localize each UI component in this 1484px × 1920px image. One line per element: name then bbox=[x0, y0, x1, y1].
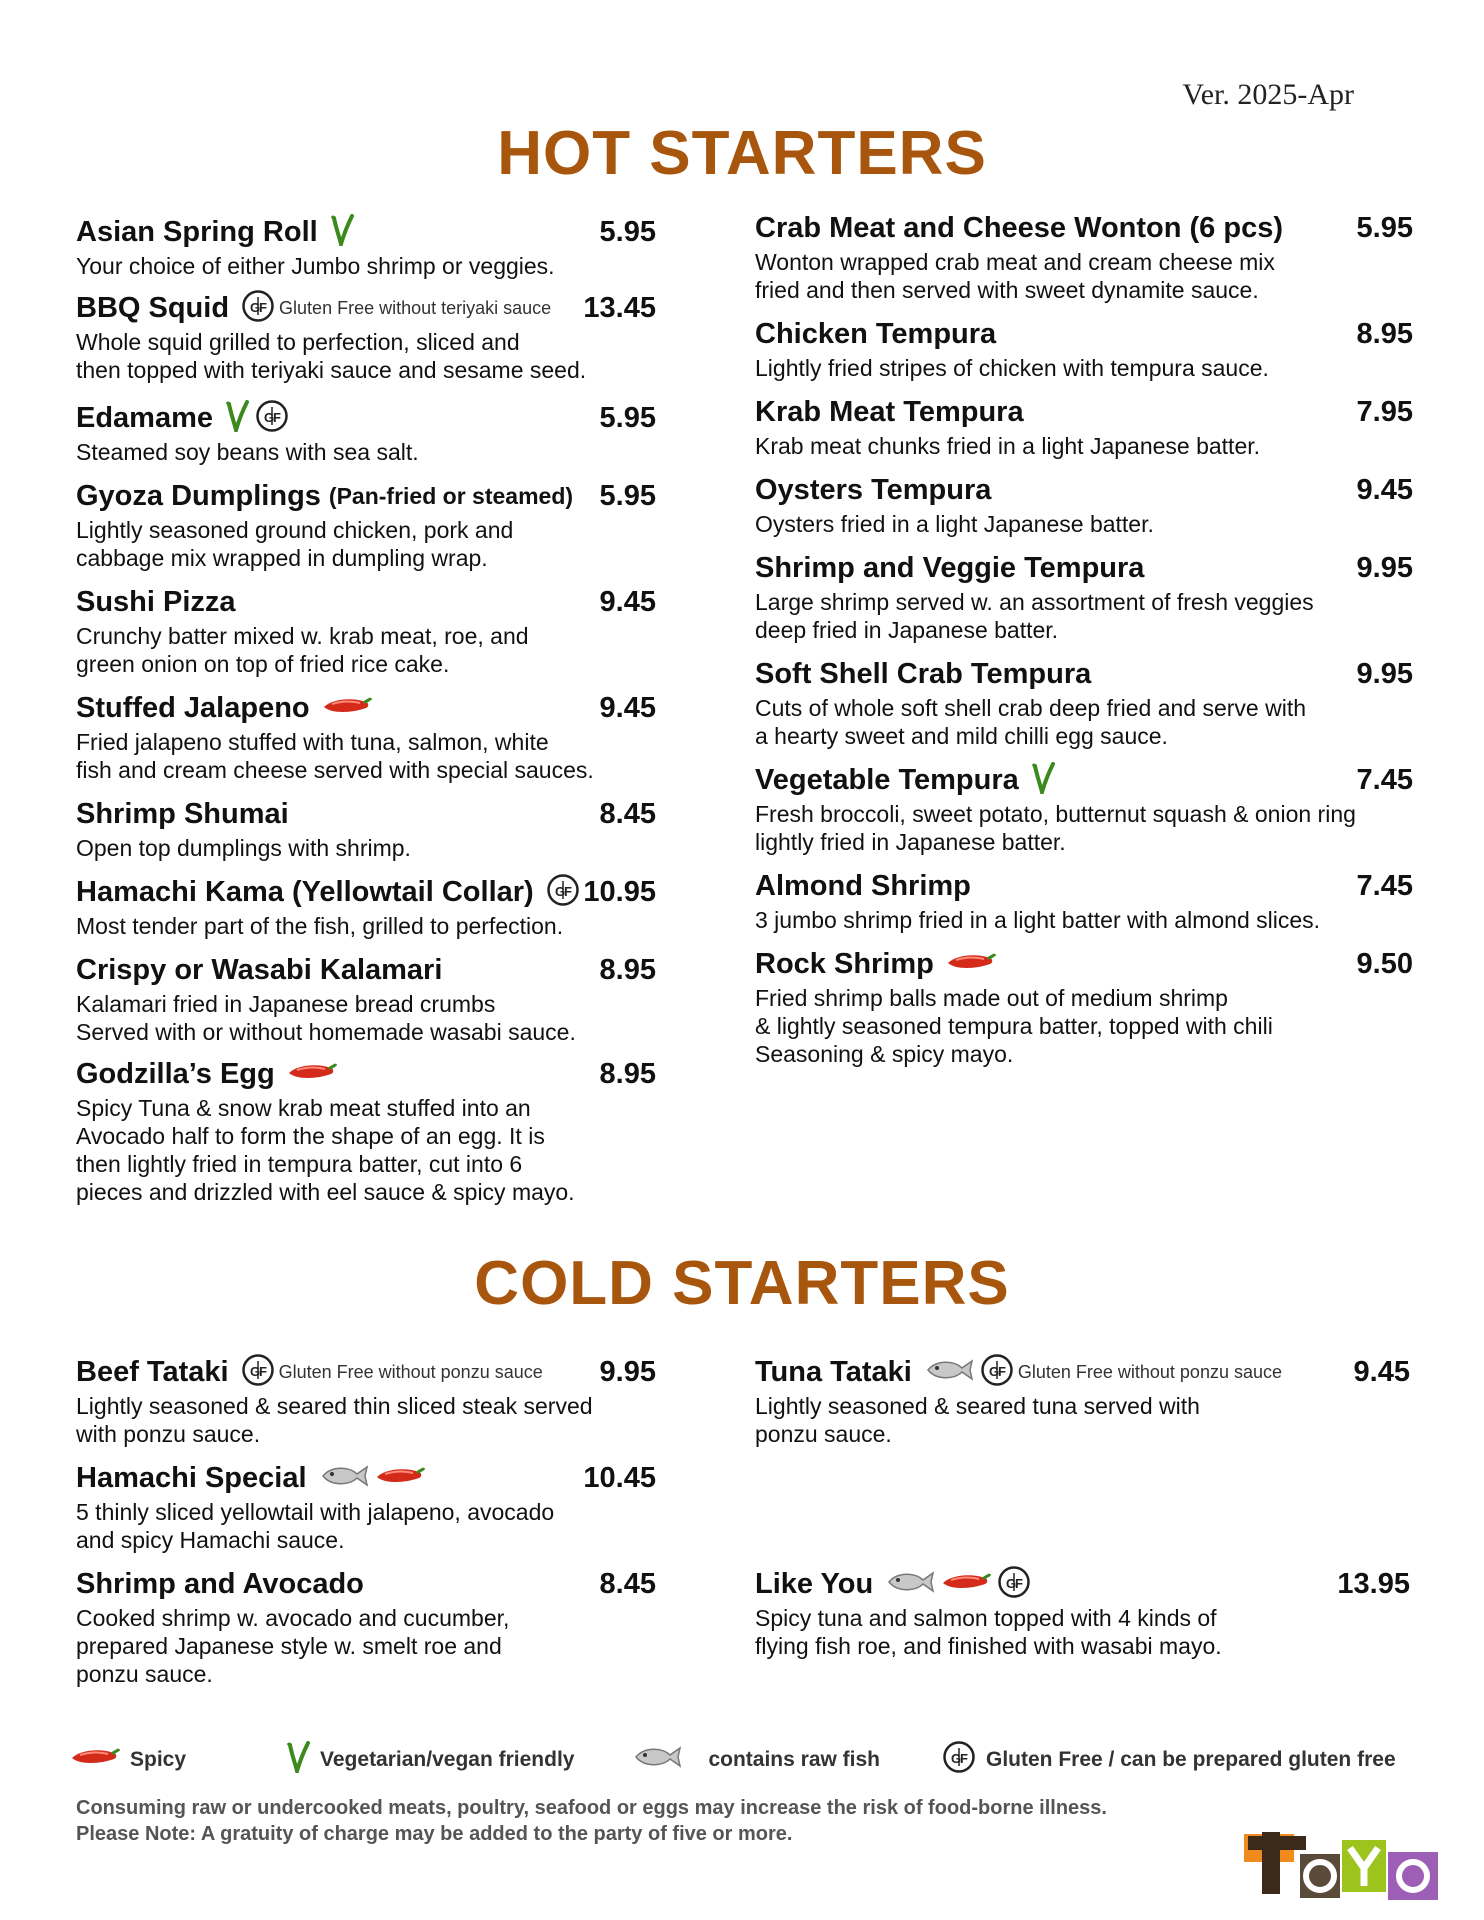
menu-item-header bbox=[76, 872, 656, 912]
menu-item-price: 8.45 bbox=[599, 797, 656, 830]
menu-item-description: Spicy tuna and salmon topped with 4 kinds of flying fish roe, and finished with wasabi mayo. bbox=[755, 1605, 1222, 1659]
menu-item-price: 5.95 bbox=[1356, 211, 1413, 244]
svg-text:G: G bbox=[554, 883, 565, 899]
menu-item-description: Whole squid grilled to perfection, sliced and then topped with teriyaki sauce and sesame seed. bbox=[76, 329, 587, 383]
icon-legend bbox=[70, 1740, 1430, 1780]
menu-item-icons bbox=[241, 289, 275, 328]
menu-item-icons bbox=[1031, 762, 1055, 799]
menu-item-header bbox=[755, 208, 1413, 248]
menu-item-icons bbox=[946, 951, 996, 978]
menu-item bbox=[76, 582, 656, 678]
toyo-logo bbox=[1242, 1824, 1462, 1904]
menu-item-description: Lightly seasoned ground chicken, pork and cabbage mix wrapped in dumpling wrap. bbox=[76, 517, 514, 571]
menu-item-description: Crunchy batter mixed w. krab meat, roe, and green onion on top of fried rice cake. bbox=[76, 623, 529, 677]
menu-item-name: Like You bbox=[755, 1567, 874, 1600]
menu-item-name: Krab Meat Tempura bbox=[755, 395, 1024, 428]
menu-item-header bbox=[76, 1352, 656, 1392]
menu-item-price: 9.50 bbox=[1356, 947, 1413, 980]
disclaimer-line-1: Consuming raw or undercooked meats, poultry, seafood or eggs may increase the risk of food-borne illness. bbox=[76, 1797, 1107, 1819]
menu-item-price: 13.45 bbox=[583, 291, 656, 324]
menu-item-name: Hamachi Kama (Yellowtail Collar) bbox=[76, 875, 534, 908]
menu-item bbox=[755, 470, 1413, 538]
menu-item-price: 10.45 bbox=[583, 1461, 656, 1494]
menu-item-icons bbox=[546, 873, 580, 912]
menu-item-description: Lightly fried stripes of chicken with tempura sauce. bbox=[755, 355, 1269, 381]
menu-item bbox=[76, 872, 656, 940]
menu-item-price: 8.95 bbox=[599, 1057, 656, 1090]
menu-item-header bbox=[755, 470, 1413, 510]
spicy-icon bbox=[322, 695, 372, 722]
menu-item-name-note: (Pan-fried or steamed) bbox=[328, 482, 574, 509]
legend-spicy bbox=[70, 1746, 186, 1774]
spicy-icon bbox=[946, 951, 996, 978]
raw-fish-icon bbox=[924, 1357, 974, 1388]
gluten-free-icon bbox=[997, 1565, 1031, 1604]
raw-fish-icon bbox=[885, 1569, 935, 1600]
spicy-icon bbox=[70, 1746, 130, 1774]
menu-item-name: Sushi Pizza bbox=[76, 585, 236, 618]
veg-icon bbox=[330, 214, 354, 251]
veg-icon bbox=[1031, 762, 1055, 799]
svg-text:F: F bbox=[960, 1751, 968, 1766]
menu-item-price: 5.95 bbox=[599, 479, 656, 512]
menu-item-gluten-note: Gluten Free without teriyaki sauce bbox=[279, 297, 552, 318]
svg-text:F: F bbox=[563, 883, 572, 899]
svg-text:G: G bbox=[249, 1363, 260, 1379]
disclaimer-line-2: Please Note: A gratuity of charge may be added to the party of five or more. bbox=[76, 1823, 793, 1845]
menu-item bbox=[755, 314, 1413, 382]
menu-item-header bbox=[755, 548, 1413, 588]
legend-veg-label: Vegetarian/vegan friendly bbox=[320, 1748, 575, 1771]
legend-spicy-label: Spicy bbox=[130, 1748, 187, 1771]
menu-item-description: Wonton wrapped crab meat and cream cheese mix fried and then served with sweet dynamite sauce. bbox=[755, 249, 1275, 303]
menu-item bbox=[76, 398, 656, 466]
menu-item-name: Stuffed Jalapeno bbox=[76, 691, 310, 724]
menu-item-header bbox=[76, 582, 656, 622]
menu-item-header bbox=[755, 760, 1413, 800]
veg-icon bbox=[225, 400, 249, 437]
menu-item bbox=[755, 944, 1413, 1068]
menu-item bbox=[755, 866, 1413, 934]
spicy-icon bbox=[941, 1571, 991, 1598]
menu-item bbox=[755, 548, 1413, 644]
menu-item-description: Oysters fried in a light Japanese batter. bbox=[755, 511, 1154, 537]
menu-item-price: 13.95 bbox=[1337, 1567, 1410, 1600]
menu-item-price: 9.95 bbox=[599, 1355, 656, 1388]
menu-item bbox=[76, 1352, 656, 1448]
menu-item-name: Asian Spring Roll bbox=[76, 215, 318, 248]
hot-starters-title: HOT STARTERS bbox=[497, 119, 987, 188]
version-label: Ver. 2025-Apr bbox=[1182, 78, 1354, 111]
legend-gluten-free-label: Gluten Free / can be prepared gluten free bbox=[986, 1748, 1396, 1771]
menu-item-header bbox=[76, 794, 656, 834]
menu-item-description: Fresh broccoli, sweet potato, butternut squash & onion ring lightly fried in Japanese batter. bbox=[755, 801, 1356, 855]
menu-item-price: 9.95 bbox=[1356, 551, 1413, 584]
menu-item-gluten-note: Gluten Free without ponzu sauce bbox=[278, 1361, 543, 1382]
menu-item-price: 8.95 bbox=[599, 953, 656, 986]
disclaimer bbox=[76, 1795, 1107, 1847]
menu-item bbox=[76, 794, 656, 862]
menu-item-header bbox=[76, 1054, 656, 1094]
legend-gluten-free bbox=[942, 1740, 1396, 1780]
menu-item-description: Lightly seasoned & seared thin sliced steak served with ponzu sauce. bbox=[76, 1393, 593, 1447]
menu-item bbox=[755, 392, 1413, 460]
menu-item bbox=[755, 654, 1413, 750]
spicy-icon bbox=[287, 1061, 337, 1088]
gluten-free-icon bbox=[980, 1353, 1014, 1392]
menu-item bbox=[76, 1054, 656, 1206]
raw-fish-icon bbox=[319, 1463, 369, 1494]
menu-item-name: Shrimp Shumai bbox=[76, 797, 289, 830]
gluten-free-icon bbox=[255, 399, 289, 438]
legend-raw-fish bbox=[632, 1744, 880, 1776]
menu-item-name: Crispy or Wasabi Kalamari bbox=[76, 953, 443, 986]
menu-item-header bbox=[76, 398, 656, 438]
menu-item-name: Rock Shrimp bbox=[755, 947, 934, 980]
menu-item-header bbox=[76, 1564, 656, 1604]
menu-item-description: Kalamari fried in Japanese bread crumbs Served with or without homemade wasabi sauce. bbox=[76, 991, 576, 1045]
gluten-free-icon bbox=[546, 873, 580, 912]
menu-item bbox=[76, 288, 656, 384]
menu-item-description: Fried shrimp balls made out of medium shrimp & lightly seasoned tempura batter, topped with chili Seasoning & spicy mayo. bbox=[755, 985, 1273, 1067]
menu-item-price: 9.45 bbox=[599, 691, 656, 724]
menu-item-name: Hamachi Special bbox=[76, 1461, 307, 1494]
menu-item bbox=[76, 950, 656, 1046]
menu-item-price: 9.95 bbox=[1356, 657, 1413, 690]
menu-item-icons bbox=[225, 399, 289, 438]
menu-item-name: Beef Tataki bbox=[76, 1355, 229, 1388]
menu-item-name: BBQ Squid bbox=[76, 291, 230, 324]
menu-item-icons bbox=[330, 214, 354, 251]
menu-item-description: Large shrimp served w. an assortment of fresh veggies deep fried in Japanese batter. bbox=[755, 589, 1314, 643]
menu-item-description: Krab meat chunks fried in a light Japanese batter. bbox=[755, 433, 1261, 459]
menu-item-icons bbox=[287, 1061, 337, 1088]
menu-item-header bbox=[755, 1352, 1410, 1392]
raw-fish-icon bbox=[632, 1744, 692, 1776]
menu-item-description: Spicy Tuna & snow krab meat stuffed into an Avocado half to form the shape of an egg. It is then lightly fried in tempura batter, cut into 6 pieces and drizzled with eel sauce & spicy mayo. bbox=[76, 1095, 575, 1205]
menu-item-header bbox=[755, 866, 1413, 906]
menu-item-description: Fried jalapeno stuffed with tuna, salmon, white fish and cream cheese served with special sauces. bbox=[76, 729, 594, 783]
spicy-icon bbox=[375, 1465, 425, 1492]
menu-item-description: Your choice of either Jumbo shrimp or veggies. bbox=[76, 253, 555, 279]
menu-item-icons bbox=[924, 1353, 1014, 1392]
menu-item-header bbox=[755, 392, 1413, 432]
menu-item bbox=[755, 1564, 1410, 1660]
svg-text:F: F bbox=[273, 409, 281, 425]
menu-item-price: 10.95 bbox=[583, 875, 656, 908]
menu-item bbox=[755, 760, 1413, 856]
menu-item-price: 5.95 bbox=[599, 215, 656, 248]
svg-text:G: G bbox=[1006, 1575, 1017, 1591]
menu-item-name: Edamame bbox=[76, 401, 214, 434]
menu-item-price: 5.95 bbox=[599, 401, 656, 434]
svg-text:F: F bbox=[1015, 1575, 1024, 1591]
menu-item-name: Godzilla’s Egg bbox=[76, 1057, 275, 1090]
menu-item-icons bbox=[319, 1463, 425, 1494]
menu-item-gluten-note: Gluten Free without ponzu sauce bbox=[1017, 1361, 1282, 1382]
svg-text:F: F bbox=[259, 299, 267, 315]
svg-text:G: G bbox=[250, 299, 261, 315]
menu-item-name: Shrimp and Veggie Tempura bbox=[755, 551, 1145, 584]
svg-text:G: G bbox=[951, 1751, 962, 1766]
menu-item-icons bbox=[241, 1353, 275, 1392]
menu-item-description: Lightly seasoned & seared tuna served with ponzu sauce. bbox=[755, 1393, 1200, 1447]
menu-item-header bbox=[76, 688, 656, 728]
menu-item-price: 7.45 bbox=[1356, 763, 1413, 796]
menu-item-description: Cuts of whole soft shell crab deep fried and serve with a hearty sweet and mild chilli egg sauce. bbox=[755, 695, 1307, 749]
menu-item-name: Almond Shrimp bbox=[755, 869, 971, 902]
gluten-free-icon bbox=[241, 289, 275, 328]
menu-item bbox=[755, 208, 1413, 304]
menu-item-header bbox=[76, 1458, 656, 1498]
menu-item-header bbox=[76, 288, 656, 328]
menu-item-price: 9.45 bbox=[599, 585, 656, 618]
menu-item-header bbox=[76, 212, 656, 252]
gluten-free-icon bbox=[942, 1740, 986, 1780]
menu-item-price: 9.45 bbox=[1356, 473, 1413, 506]
menu-item-price: 7.95 bbox=[1356, 395, 1413, 428]
menu-item-description: 5 thinly sliced yellowtail with jalapeno, avocado and spicy Hamachi sauce. bbox=[76, 1499, 555, 1553]
legend-veg bbox=[286, 1741, 574, 1779]
menu-item-description: Cooked shrimp w. avocado and cucumber, prepared Japanese style w. smelt roe and ponzu sauce. bbox=[76, 1605, 510, 1687]
menu-item-name: Shrimp and Avocado bbox=[76, 1567, 364, 1600]
menu-item-price: 7.45 bbox=[1356, 869, 1413, 902]
menu-item-name: Tuna Tataki bbox=[755, 1355, 912, 1388]
menu-item bbox=[76, 1458, 656, 1554]
menu-item-price: 8.45 bbox=[599, 1567, 656, 1600]
menu-item-description: Open top dumplings with shrimp. bbox=[76, 835, 411, 861]
menu-item-name: Vegetable Tempura bbox=[755, 763, 1019, 796]
cold-starters-title: COLD STARTERS bbox=[474, 1249, 1010, 1318]
menu-item-icons bbox=[322, 695, 372, 722]
svg-text:G: G bbox=[264, 409, 275, 425]
svg-text:G: G bbox=[988, 1363, 999, 1379]
menu-item-header bbox=[755, 1564, 1410, 1604]
menu-item bbox=[76, 476, 656, 572]
menu-item-header bbox=[755, 314, 1413, 354]
menu-item bbox=[76, 688, 656, 784]
menu-item-name: Soft Shell Crab Tempura bbox=[755, 657, 1092, 690]
menu-item-name: Gyoza Dumplings bbox=[76, 479, 321, 512]
menu-item-name: Oysters Tempura bbox=[755, 473, 992, 506]
menu-item-description: 3 jumbo shrimp fried in a light batter with almond slices. bbox=[755, 907, 1321, 933]
menu-item-name: Chicken Tempura bbox=[755, 317, 997, 350]
legend-raw-fish-label: contains raw fish bbox=[708, 1748, 881, 1771]
svg-text:F: F bbox=[997, 1363, 1006, 1379]
menu-item bbox=[76, 1564, 656, 1688]
menu-item-header bbox=[76, 476, 656, 516]
menu-item-header bbox=[755, 654, 1413, 694]
svg-text:F: F bbox=[258, 1363, 267, 1379]
menu-item bbox=[76, 212, 656, 280]
menu-item-header bbox=[755, 944, 1413, 984]
menu-item bbox=[755, 1352, 1410, 1448]
menu-item-price: 8.95 bbox=[1356, 317, 1413, 350]
veg-icon bbox=[286, 1741, 320, 1779]
menu-item-description: Most tender part of the fish, grilled to perfection. bbox=[76, 913, 564, 939]
menu-item-description: Steamed soy beans with sea salt. bbox=[76, 439, 419, 465]
menu-item-header bbox=[76, 950, 656, 990]
menu-item-price: 9.45 bbox=[1353, 1355, 1410, 1388]
menu-item-name: Crab Meat and Cheese Wonton (6 pcs) bbox=[755, 211, 1283, 244]
gluten-free-icon bbox=[241, 1353, 275, 1392]
menu-item-icons bbox=[885, 1565, 1031, 1604]
